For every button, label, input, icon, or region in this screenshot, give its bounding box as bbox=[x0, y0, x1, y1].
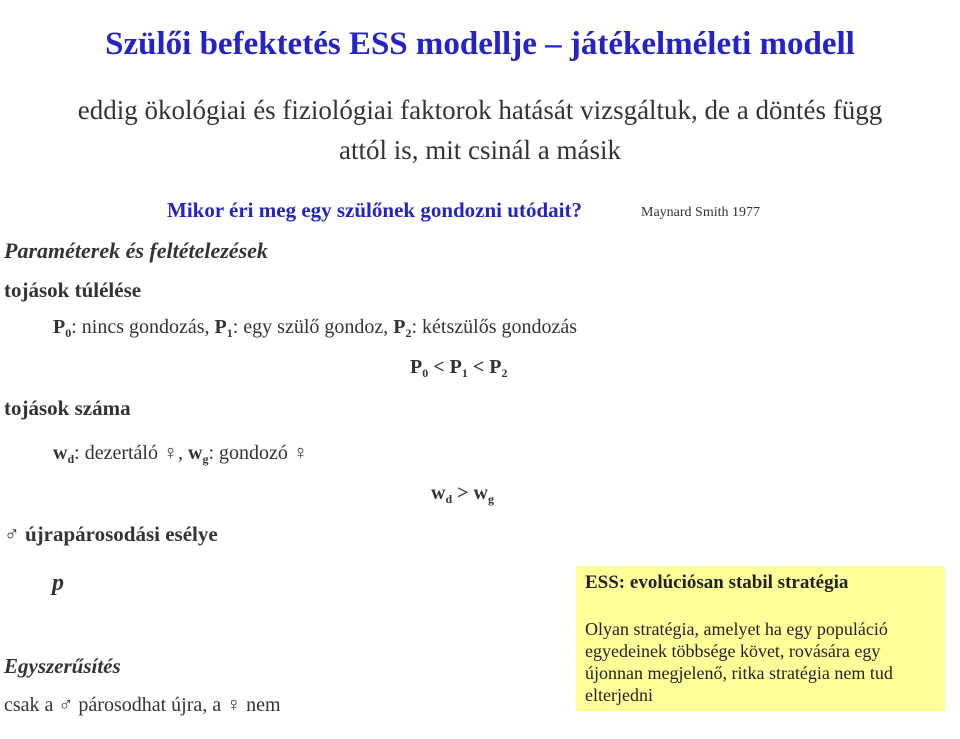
p1-definition: : egy szülő gondoz, bbox=[232, 316, 394, 338]
p2-subscript: 2 bbox=[405, 326, 412, 340]
wineq-a-sub: d bbox=[445, 492, 453, 506]
p1-subscript: 1 bbox=[226, 326, 233, 340]
p2-definition: : kétszülős gondozás bbox=[411, 316, 578, 338]
wg-symbol: w bbox=[187, 442, 203, 464]
wineq-b-sub: g bbox=[488, 492, 494, 506]
p1-symbol: P bbox=[214, 316, 227, 338]
subtitle-line-1: eddig ökológiai és fiziológiai faktorok hatását vizsgáltuk, de a döntés függ bbox=[77, 95, 883, 125]
egg-survival-label: tojások túlélése bbox=[4, 278, 142, 302]
p2-symbol: P bbox=[393, 316, 406, 338]
citation: Maynard Smith 1977 bbox=[641, 205, 760, 220]
params-heading: Paraméterek és feltételezések bbox=[4, 238, 268, 263]
ineq-c-sub: 2 bbox=[501, 366, 508, 380]
ineq-a: P bbox=[410, 356, 423, 378]
ess-definition-text: Olyan stratégia, amelyet ha egy populáció egyedeinek többsége követ, rovására egy újonnan megjelenő, ritka stratégia nem tud elterjedni bbox=[585, 619, 893, 705]
ineq-b-sub: 1 bbox=[461, 366, 468, 380]
simplification-text: csak a ♂ párosodhat újra, a ♀ nem bbox=[4, 694, 281, 716]
subtitle-line-2: attól is, mit csinál a másik bbox=[339, 135, 621, 165]
egg-count-definitions bbox=[53, 442, 308, 467]
slide-subtitle bbox=[0, 90, 960, 170]
wd-symbol: w bbox=[53, 442, 68, 464]
p0-symbol: P bbox=[53, 316, 66, 338]
slide-title: Szülői befektetés ESS modellje – játékelméleti modell bbox=[105, 26, 855, 62]
wg-definition: : gondozó ♀ bbox=[208, 442, 308, 464]
wd-definition: : dezertáló ♀, bbox=[74, 442, 188, 464]
ineq-b: P bbox=[449, 356, 462, 378]
ess-title: ESS: evolúciósan stabil stratégia bbox=[585, 572, 849, 593]
ineq-a-sub: 0 bbox=[422, 366, 429, 380]
wineq-b: w bbox=[473, 482, 488, 504]
simplification-heading: Egyszerűsítés bbox=[4, 654, 121, 678]
egg-count-inequality bbox=[431, 482, 494, 507]
wg-subscript: g bbox=[202, 452, 209, 466]
p0-definition: : nincs gondozás, bbox=[71, 316, 215, 338]
survival-inequality bbox=[410, 356, 507, 381]
ineq-op1: < bbox=[428, 356, 450, 378]
ineq-c: P bbox=[489, 356, 502, 378]
remating-label: ♂ újrapárosodási esélye bbox=[4, 522, 218, 546]
egg-count-label: tojások száma bbox=[4, 396, 131, 420]
egg-survival-definitions bbox=[53, 316, 577, 341]
wineq-a: w bbox=[431, 482, 446, 504]
remating-probability-symbol: p bbox=[52, 570, 64, 596]
key-question: Mikor éri meg egy szülőnek gondozni utódait? bbox=[167, 198, 582, 222]
p0-subscript: 0 bbox=[65, 326, 72, 340]
ess-definition-box bbox=[576, 566, 945, 711]
wd-subscript: d bbox=[67, 452, 75, 466]
ineq-op2: < bbox=[467, 356, 490, 378]
wineq-op: > bbox=[452, 482, 474, 504]
